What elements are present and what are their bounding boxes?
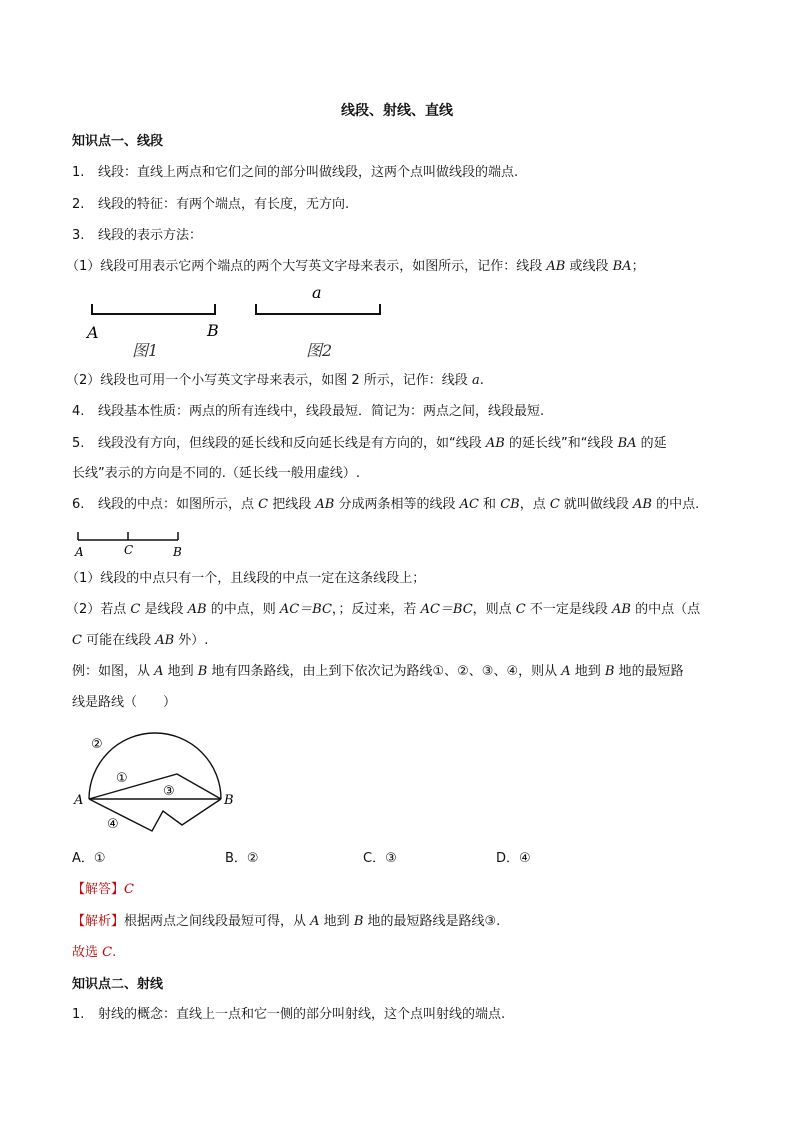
routes-figure [72, 728, 252, 838]
item-6 [72, 496, 699, 514]
text-run: ； [631, 259, 645, 274]
point-label-a: A [75, 545, 84, 559]
text-run: （1）线段可用表示它两个端点的两个大写英文字母来表示，如图所示，记作：线段 [66, 259, 547, 274]
page-title: 线段、射线、直线 [341, 103, 453, 119]
math-var: B [197, 664, 208, 679]
option-value: ③ [385, 851, 397, 866]
segment-figures [80, 282, 400, 362]
text-run: ，点 [519, 497, 550, 512]
text-run: 不一定是线段 [525, 602, 612, 617]
item-number: 2. [72, 197, 85, 212]
item-number: 1. [72, 165, 85, 180]
item-5 [72, 435, 667, 453]
math-var: A [561, 664, 571, 679]
item-4 [72, 403, 544, 421]
point-label-a: A [87, 323, 99, 342]
point-label-b: B [224, 793, 234, 808]
route-label-4: ④ [107, 817, 119, 832]
text-run: 地到 [319, 914, 354, 929]
text-run: 是线段 [140, 602, 188, 617]
text-run: （2）若点 [66, 602, 131, 617]
option-letter: A． [72, 851, 94, 866]
item-2 [72, 196, 349, 214]
segment-label-a: a [312, 283, 322, 302]
item-6-sub-1: （1）线段的中点只有一个，且线段的中点一定在这条线段上； [66, 571, 426, 586]
section-heading-segment: 知识点一、线段 [72, 134, 164, 149]
text-run: . [479, 373, 484, 388]
text-run: 就叫做线段 [559, 497, 634, 512]
route-1-polyline [89, 774, 221, 799]
item-3-sub-1 [66, 258, 645, 276]
conclusion-line [72, 944, 116, 962]
option-d[interactable] [496, 850, 531, 868]
item-number: 3. [72, 228, 85, 243]
math-var: C [515, 602, 526, 617]
text-run: 和 [478, 497, 501, 512]
item-text: 射线的概念：直线上一点和它一侧的部分叫射线，这个点叫射线的端点. [98, 1007, 506, 1022]
option-letter: C． [363, 851, 386, 866]
route-label-1: ① [116, 771, 128, 786]
math-var: C [130, 602, 141, 617]
math-expr: AC＝BC [420, 602, 473, 617]
math-var: CB [500, 497, 520, 512]
text-run: 的中点，则 [206, 602, 280, 617]
text-run: 的中点（点 [630, 602, 701, 617]
text-run: 分成两条相等的线段 [334, 497, 460, 512]
text-run: 的延 [636, 436, 667, 451]
item-number: 5. [72, 436, 85, 451]
option-value: ① [93, 851, 106, 866]
text-run: 例：如图，从 [72, 664, 155, 679]
text-run: . [112, 945, 117, 960]
text-run: 的延长线”和“线段 [504, 436, 618, 451]
text-run: 地的最短路 [614, 664, 684, 679]
point-label-c: C [124, 543, 134, 557]
example-question [72, 663, 684, 681]
item-text: 线段的特征：有两个端点，有长度，无方向. [98, 197, 350, 212]
text-run: ，；反过来，若 [331, 602, 421, 617]
item-number: 1. [72, 1007, 85, 1022]
item-number: 6. [72, 497, 85, 512]
math-var: A [310, 914, 320, 929]
math-var: AC [459, 497, 479, 512]
item-3 [72, 227, 202, 245]
option-a[interactable] [72, 850, 106, 868]
math-var: a [471, 373, 480, 388]
figure-caption: 图2 [306, 341, 333, 360]
math-var: C [258, 497, 269, 512]
option-letter: B． [225, 851, 247, 866]
analysis-line [72, 913, 500, 931]
option-c[interactable] [363, 850, 397, 868]
midpoint-figure [74, 524, 194, 560]
item-6-sub-2-continued [72, 632, 208, 650]
point-label-b: B [207, 321, 219, 340]
answer-label: 【解答】 [72, 882, 125, 897]
text-run: 故选 [72, 945, 103, 960]
option-value: ② [246, 851, 259, 866]
text-run: 线段的中点：如图所示，点 [98, 497, 259, 512]
item-number: 4. [72, 404, 85, 419]
math-var: AB [612, 602, 631, 617]
item-text: 线段基本性质：两点的所有连线中，线段最短．简记为：两点之间，线段最短. [98, 404, 545, 419]
point-label-b: B [173, 545, 182, 559]
figure-caption: 图1 [132, 341, 159, 360]
route-label-3: ③ [163, 784, 175, 799]
math-var: BA [617, 436, 637, 451]
item-text: 线段的表示方法： [98, 228, 203, 243]
figure-1 [85, 304, 219, 360]
analysis-label: 【解析】 [72, 914, 125, 929]
route-label-2: ② [91, 737, 103, 752]
math-var: C [102, 945, 113, 960]
math-var: BA [612, 259, 632, 274]
item-text: 线段：直线上两点和它们之间的部分叫做线段，这两个点叫做线段的端点. [98, 165, 519, 180]
text-run: 的中点. [652, 497, 700, 512]
item-5-continued: 长线”表示的方向是不同的.（延长线一般用虚线）. [72, 466, 360, 481]
figure-2 [256, 283, 380, 360]
math-var: A [154, 664, 164, 679]
math-var: AB [633, 497, 652, 512]
math-var: AB [187, 602, 207, 617]
text-run: 把线段 [268, 497, 316, 512]
route-2-arc [89, 733, 221, 799]
text-run: 地有四条路线，由上到下依次记为路线①、②、③、④，则从 [207, 664, 562, 679]
example-question-continued: 线是路线（ ） [72, 695, 177, 710]
item-3-sub-2 [66, 372, 484, 390]
point-label-a: A [74, 793, 84, 808]
option-letter: D． [496, 851, 520, 866]
text-run: （2）线段也可用一个小写英文字母来表示，如图 2 所示，记作：线段 [66, 373, 472, 388]
math-var: B [353, 914, 364, 929]
section-heading-ray: 知识点二、射线 [72, 977, 164, 992]
math-expr: AC＝BC [279, 602, 332, 617]
text-run: 外）. [174, 633, 209, 648]
math-var: C [72, 633, 82, 648]
option-b[interactable] [225, 850, 259, 868]
item-6-sub-2 [66, 601, 700, 619]
text-run: 线段没有方向，但线段的延长线和反向延长线是有方向的，如“线段 [98, 436, 486, 451]
item-1 [72, 164, 518, 182]
math-var: AB [485, 436, 505, 451]
math-var: AB [546, 259, 566, 274]
text-run: 或线段 [565, 259, 613, 274]
text-run: ，则点 [472, 602, 516, 617]
math-var: AB [155, 633, 175, 648]
math-var: B [604, 664, 615, 679]
answer-line [72, 881, 134, 899]
ray-item-1 [72, 1006, 505, 1024]
answer-value: C [124, 882, 134, 897]
text-run: 地到 [570, 664, 605, 679]
text-run: 地的最短路线是路线③. [363, 914, 501, 929]
option-value: ④ [519, 851, 531, 866]
text-run: 可能在线段 [81, 633, 156, 648]
text-run: 地到 [163, 664, 198, 679]
math-var: C [549, 497, 560, 512]
math-var: AB [315, 497, 335, 512]
text-run: 根据两点之间线段最短可得，从 [124, 914, 311, 929]
